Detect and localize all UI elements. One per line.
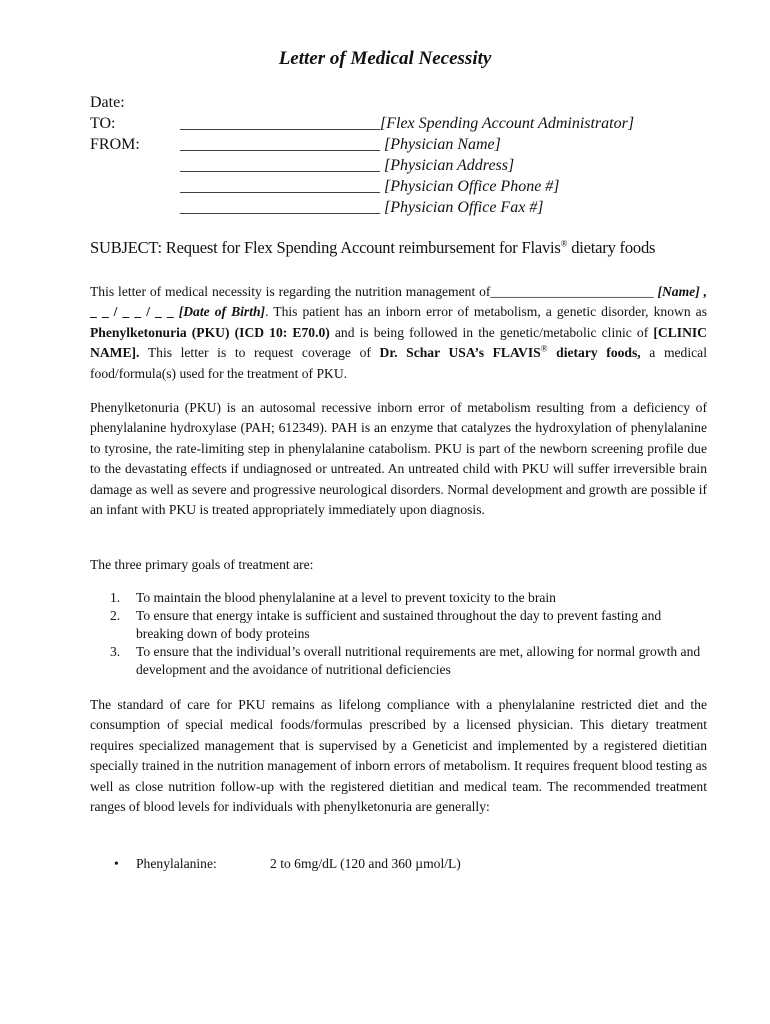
registered-mark: ® [560, 238, 568, 249]
diagnosis-code: Phenylketonuria (PKU) (ICD 10: E70.0) [90, 324, 330, 340]
subject-tail: dietary foods [567, 238, 656, 257]
registered-mark: ® [540, 343, 548, 354]
standard-of-care-paragraph: The standard of care for PKU remains as lifelong compliance with a phenylalanine restricted diet and the consumption of special medical foods/formulas prescribed by a licensed physician. This dietary treatment requires specialized management that is supervised by a Geneticist and implemented by a registered dietitian specially trained in the nutrition management of inborn errors of metabolism. It requires frequent blood testing as well as close nutrition follow-up with the registered dietitian and medical team. The recommended treatment ranges of blood levels for individuals with phenylketonuria are generally: [90, 697, 707, 815]
subject-line [90, 238, 720, 258]
list-item [110, 589, 707, 607]
intro-text-2: . This patient has an inborn error of metabolism, a genetic disorder, known as [265, 304, 707, 320]
physician-fax-line [180, 199, 544, 217]
goals-list [110, 589, 707, 679]
range-label: Phenylalanine: [136, 856, 217, 871]
blank-line: _________________________ [180, 115, 380, 132]
product-name: Dr. Schar USA’s FLAVIS [379, 345, 541, 361]
name-placeholder: [Name] , [657, 284, 708, 299]
clinic-placeholder: [CLINIC NAME]. [90, 324, 707, 361]
list-item [110, 607, 707, 643]
recipient-placeholder: [Flex Spending Account Administrator] [380, 115, 635, 132]
intro-text-4: This letter is to request coverage of [139, 345, 380, 361]
page-title: Letter of Medical Necessity [278, 48, 492, 69]
blank-line: _________________________ [180, 136, 384, 153]
subject-text: SUBJECT: Request for Flex Spending Account reimbursement for Flavis [90, 238, 561, 257]
physician-phone-line [180, 178, 560, 196]
recipient-line [180, 115, 634, 133]
intro-text-1: This letter of medical necessity is regarding the nutrition management of________________________ [90, 284, 654, 299]
intro-text-3: and is being followed in the genetic/metabolic clinic of [329, 324, 654, 340]
physician-name-placeholder: [Physician Name] [384, 136, 501, 153]
list-number: 2. [110, 608, 121, 623]
dob-blank: _ _ / _ _ / _ _ [90, 304, 179, 320]
list-text: To maintain the blood phenylalanine at a level to prevent toxicity to the brain [136, 590, 556, 605]
physician-address-placeholder: [Physician Address] [384, 157, 515, 174]
physician-phone-placeholder: [Physician Office Phone #] [384, 178, 560, 195]
physician-name-line [180, 136, 501, 154]
blank-line: _________________________ [180, 199, 384, 216]
from-label: FROM: [90, 136, 140, 153]
list-text: To ensure that the individual’s overall nutritional requirements are met, allowing for normal growth and development and the avoidance of nutritional deficiencies [136, 644, 701, 677]
physician-address-line [180, 157, 514, 175]
date-label: Date: [90, 94, 125, 111]
list-text: To ensure that energy intake is sufficient and sustained throughout the day to prevent fasting and breaking down of body proteins [136, 608, 662, 641]
blank-line: _________________________ [180, 178, 384, 195]
bullet-icon: • [114, 856, 119, 871]
dob-placeholder: [Date of Birth] [178, 304, 266, 320]
product-tail: dietary foods, [547, 345, 641, 361]
list-item [114, 856, 461, 872]
blank-line: _________________________ [180, 157, 384, 174]
to-label: TO: [90, 115, 116, 132]
list-number: 3. [110, 644, 121, 659]
list-item [110, 643, 707, 679]
pku-description-paragraph: Phenylketonuria (PKU) is an autosomal recessive inborn error of metabolism resulting from a deficiency of phenylalanine hydroxylase (PAH; 612349). PAH is an enzyme that catalyzes the hydroxylation of phenylalanine to tyrosine, the rate-limiting step in phenylalanine catabolism. PKU is part of the newborn screening profile due to the devastating effects if undiagnosed or untreated. An untreated child with PKU will suffer irreversible brain damage as well as severe and progressive neurological disorders. Normal development and growth are possible if an infant with PKU is treated appropriately immediately upon diagnosis. [90, 400, 707, 518]
list-number: 1. [110, 590, 121, 605]
range-value: 2 to 6mg/dL (120 and 360 µmol/L) [270, 856, 461, 871]
physician-fax-placeholder: [Physician Office Fax #] [384, 199, 544, 216]
intro-paragraph [90, 282, 707, 384]
goals-intro: The three primary goals of treatment are: [90, 557, 314, 572]
intro-text-5: a medical food/formula(s) used for the treatment of PKU. [90, 345, 707, 381]
